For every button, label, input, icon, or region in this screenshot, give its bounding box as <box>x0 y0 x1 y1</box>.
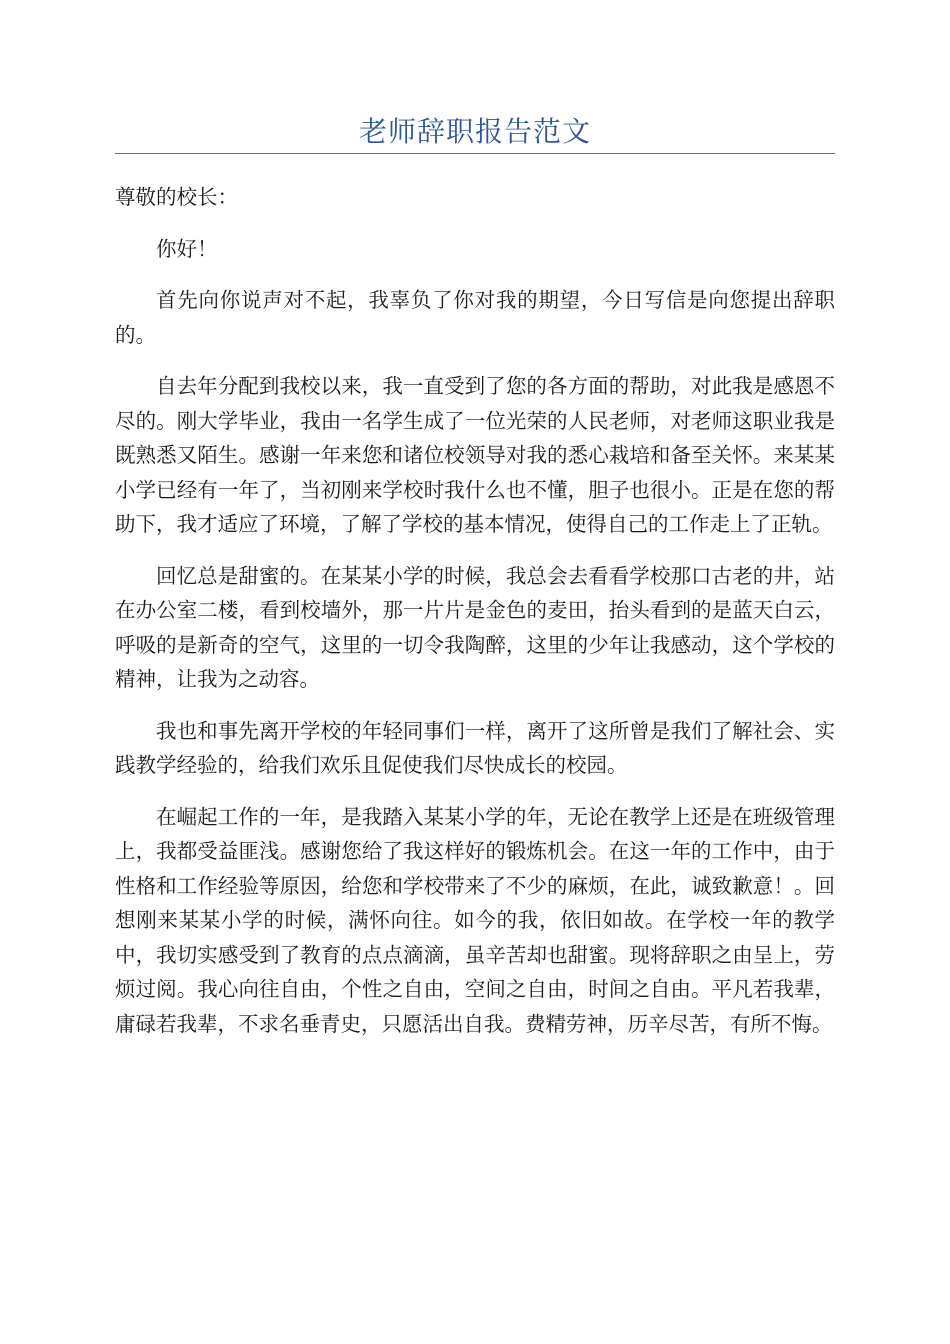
paragraph-memories: 回忆总是甜蜜的。在某某小学的时候，我总会去看看学校那口古老的井，站在办公室二楼，看到校墙外，那一片片是金色的麦田，抬头看到的是蓝天白云，呼吸的是新奇的空气，这里的一切令我陶醉，这里的少年让我感动，这个学校的精神，让我为之动容。 <box>115 563 835 691</box>
title-underline <box>115 153 835 154</box>
paragraph-apology: 首先向你说声对不起，我辜负了你对我的期望，今日写信是向您提出辞职的。 <box>115 288 835 347</box>
paragraph-reflection: 在崛起工作的一年，是我踏入某某小学的年，无论在教学上还是在班级管理上，我都受益匪浅。感谢您给了我这样好的锻炼机会。在这一年的工作中，由于性格和工作经验等原因，给您和学校带来了不少的麻烦，在此，诚致歉意！。回想刚来某某小学的时候，满怀向往。如今的我，依旧如故。在学校一年的教学中，我切实感受到了教育的点点滴滴，虽辛苦却也甜蜜。现将辞职之由呈上，劳烦过阅。我心向往自由，个性之自由，空间之自由，时间之自由。平凡若我辈，庸碌若我辈，不求名垂青史，只愿活出自我。费精劳神，历辛尽苦，有所不悔。 <box>115 804 835 1036</box>
document-body <box>115 180 835 1058</box>
paragraph-greeting: 你好！ <box>156 236 218 261</box>
salutation: 尊敬的校长： <box>115 185 238 209</box>
document-title: 老师辞职报告范文 <box>358 115 591 148</box>
paragraph-gratitude: 自去年分配到我校以来，我一直受到了您的各方面的帮助，对此我是感恩不尽的。刚大学毕业，我由一名学生成了一位光荣的人民老师，对老师这职业我是既熟悉又陌生。感谢一年来您和诸位校领导对我的悉心栽培和备至关怀。来某某小学已经有一年了，当初刚来学校时我什么也不懂，胆子也很小。正是在您的帮助下，我才适应了环境，了解了学校的基本情况，使得自己的工作走上了正轨。 <box>115 374 835 536</box>
paragraph-leaving: 我也和事先离开学校的年轻同事们一样，离开了这所曾是我们了解社会、实践教学经验的，给我们欢乐且促使我们尽快成长的校园。 <box>115 718 835 777</box>
